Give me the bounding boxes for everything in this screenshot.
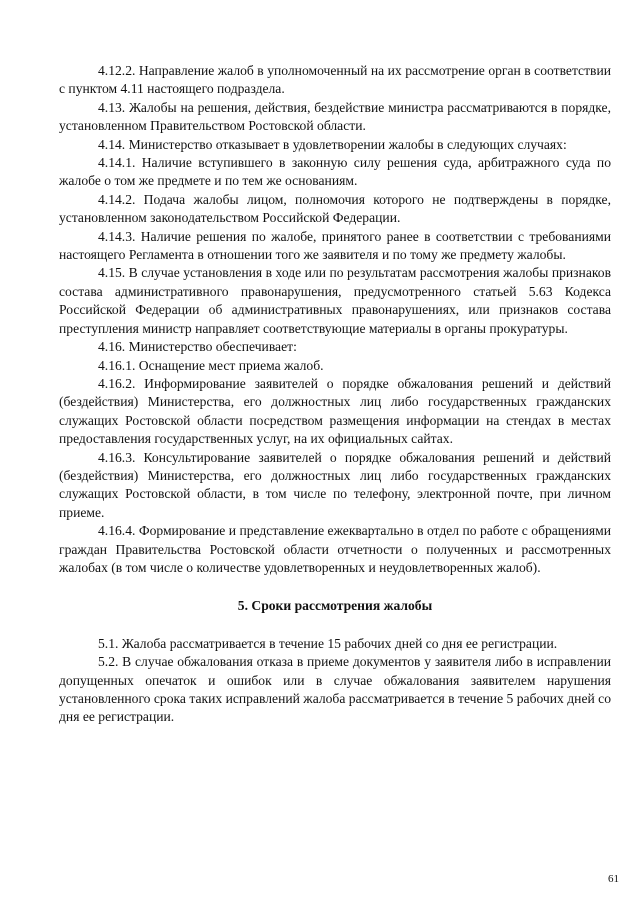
paragraph-4-16: 4.16. Министерство обеспечивает:: [98, 339, 297, 355]
paragraph-4-14-1: 4.14.1. Наличие вступившего в законную силу решения суда, арбитражного суда по жалобе о том же предмете и по тем же основаниям.: [59, 155, 611, 189]
section-5-heading: 5. Сроки рассмотрения жалобы: [237, 598, 433, 614]
paragraph-4-13: 4.13. Жалобы на решения, действия, бездействие министра рассматриваются в порядке, установленном Правительством Ростовской области.: [59, 99, 611, 134]
paragraph-4-16-1: 4.16.1. Оснащение мест приема жалоб.: [98, 357, 324, 373]
page-number: 61: [608, 873, 619, 885]
paragraph-4-12-2: 4.12.2. Направление жалоб в уполномоченный на их рассмотрение орган в соответствии с пунктом 4.11 настоящего подраздела.: [59, 63, 611, 97]
paragraph-4-16-2: 4.16.2. Информирование заявителей о порядке обжалования решений и действий (бездействия) Министерства, его должностных лиц либо государственных гражданских служащих Ростовской области посредством размещения информации на стендах в местах предоставления государственных услуг, на их официальных сайтах.: [59, 375, 611, 447]
paragraph-4-14: 4.14. Министерство отказывает в удовлетворении жалобы в следующих случаях:: [98, 136, 567, 152]
paragraph-5-1: 5.1. Жалоба рассматривается в течение 15 рабочих дней со дня ее регистрации.: [98, 635, 558, 651]
paragraph-5-2: 5.2. В случае обжалования отказа в приеме документов у заявителя либо в исправлении допущенных опечаток и ошибок или в случае обжалования заявителем нарушения установленного срока таких исправлений жалоба рассматривается в течение 5 рабочих дней со дня ее регистрации.: [59, 654, 611, 725]
paragraph-4-14-3: 4.14.3. Наличие решения по жалобе, принятого ранее в соответствии с требованиями настоящего Регламента в отношении того же заявителя и по тому же предмету жалобы.: [59, 228, 611, 263]
paragraph-4-16-4: 4.16.4. Формирование и представление ежеквартально в отдел по работе с обращениями граждан Правительства Ростовской области отчетности о полученных и рассмотренных жалобах (в том числе о количестве удовлетворенных и неудовлетворенных жалоб).: [59, 523, 611, 575]
paragraph-4-15: 4.15. В случае установления в ходе или по результатам рассмотрения жалобы признаков состава административного правонарушения, предусмотренного статьей 5.63 Кодекса Российской Федерации об административных правонарушениях, или признаков состава преступления министр направляет соответствующие материалы в органы прокуратуры.: [59, 265, 611, 336]
paragraph-4-16-3: 4.16.3. Консультирование заявителей о порядке обжалования решений и действий (бездействия) Министерства, его должностных лиц либо государственных гражданских служащих Ростовской области, в том числе по телефону, электронной почте, при личном приеме.: [59, 449, 611, 520]
paragraph-4-14-2: 4.14.2. Подача жалобы лицом, полномочия которого не подтверждены в порядке, установленном законодательством Российской Федерации.: [59, 191, 611, 226]
document-page: [59, 62, 611, 727]
